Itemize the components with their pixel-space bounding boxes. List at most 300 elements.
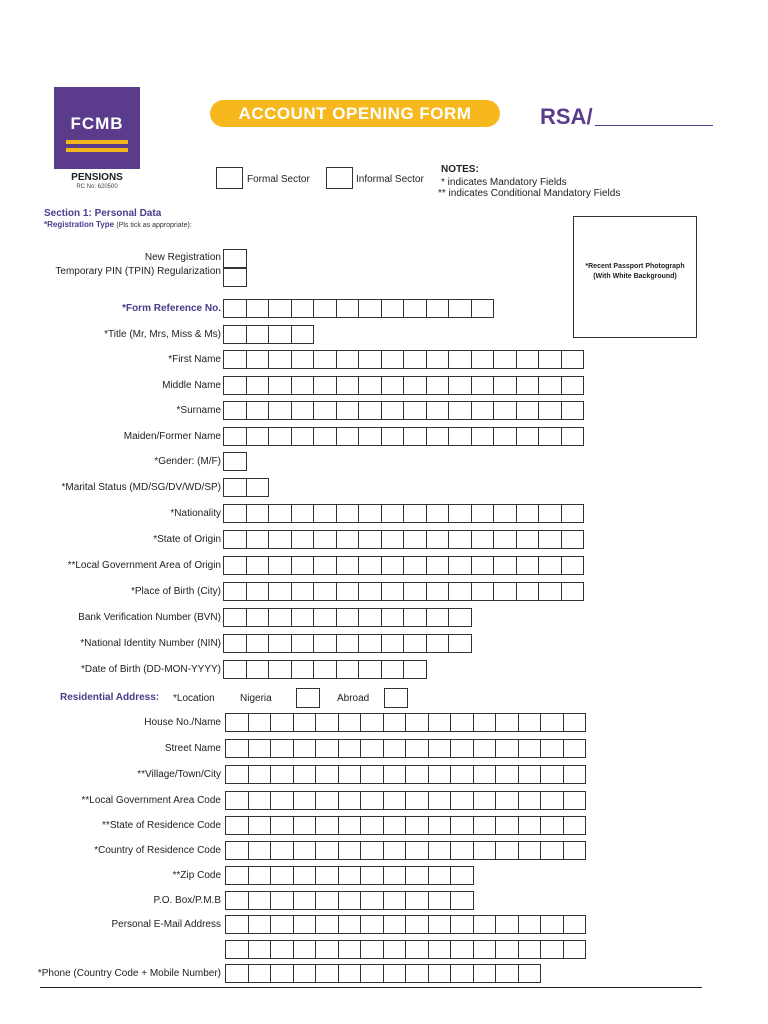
character-box[interactable] <box>383 739 407 758</box>
character-box[interactable] <box>313 582 337 601</box>
character-box[interactable] <box>336 634 360 653</box>
character-box[interactable] <box>223 452 247 471</box>
character-box[interactable] <box>336 299 360 318</box>
character-box[interactable] <box>405 964 429 983</box>
character-box[interactable] <box>248 915 272 934</box>
character-box[interactable] <box>516 427 540 446</box>
character-box[interactable] <box>383 964 407 983</box>
character-box[interactable] <box>381 376 405 395</box>
character-box[interactable] <box>268 582 292 601</box>
character-box[interactable] <box>315 816 339 835</box>
character-box[interactable] <box>493 376 517 395</box>
character-box[interactable] <box>291 376 315 395</box>
character-box[interactable] <box>540 841 564 860</box>
character-box[interactable] <box>358 504 382 523</box>
character-box[interactable] <box>223 504 247 523</box>
character-box[interactable] <box>293 816 317 835</box>
character-box[interactable] <box>291 325 315 344</box>
character-box[interactable] <box>516 582 540 601</box>
character-box[interactable] <box>313 376 337 395</box>
character-box[interactable] <box>270 964 294 983</box>
character-box[interactable] <box>428 915 452 934</box>
character-box[interactable] <box>383 791 407 810</box>
character-box[interactable] <box>493 556 517 575</box>
character-box[interactable] <box>561 504 585 523</box>
character-box[interactable] <box>426 504 450 523</box>
character-box[interactable] <box>313 660 337 679</box>
character-box[interactable] <box>473 915 497 934</box>
character-box[interactable] <box>291 530 315 549</box>
character-box[interactable] <box>291 427 315 446</box>
character-box[interactable] <box>473 765 497 784</box>
character-box[interactable] <box>561 556 585 575</box>
character-box[interactable] <box>358 556 382 575</box>
character-box[interactable] <box>538 530 562 549</box>
character-box[interactable] <box>291 504 315 523</box>
character-box[interactable] <box>405 713 429 732</box>
character-box[interactable] <box>495 915 519 934</box>
character-box[interactable] <box>268 556 292 575</box>
field-input-boxes[interactable] <box>225 816 585 835</box>
character-box[interactable] <box>381 660 405 679</box>
field-input-boxes[interactable] <box>223 478 268 497</box>
character-box[interactable] <box>516 530 540 549</box>
character-box[interactable] <box>246 582 270 601</box>
character-box[interactable] <box>381 556 405 575</box>
character-box[interactable] <box>381 634 405 653</box>
character-box[interactable] <box>313 299 337 318</box>
field-input-boxes[interactable] <box>225 891 473 910</box>
character-box[interactable] <box>405 765 429 784</box>
character-box[interactable] <box>405 891 429 910</box>
character-box[interactable] <box>338 791 362 810</box>
character-box[interactable] <box>403 582 427 601</box>
character-box[interactable] <box>360 739 384 758</box>
character-box[interactable] <box>225 816 249 835</box>
character-box[interactable] <box>246 299 270 318</box>
character-box[interactable] <box>338 765 362 784</box>
character-box[interactable] <box>358 427 382 446</box>
field-input-boxes[interactable] <box>225 791 585 810</box>
character-box[interactable] <box>383 866 407 885</box>
character-box[interactable] <box>293 915 317 934</box>
character-box[interactable] <box>518 713 542 732</box>
field-input-boxes[interactable] <box>223 634 471 653</box>
character-box[interactable] <box>225 841 249 860</box>
character-box[interactable] <box>428 866 452 885</box>
character-box[interactable] <box>293 713 317 732</box>
character-box[interactable] <box>538 582 562 601</box>
character-box[interactable] <box>405 841 429 860</box>
character-box[interactable] <box>223 478 247 497</box>
character-box[interactable] <box>313 350 337 369</box>
character-box[interactable] <box>248 866 272 885</box>
character-box[interactable] <box>403 660 427 679</box>
character-box[interactable] <box>448 299 472 318</box>
field-input-boxes[interactable] <box>223 325 313 344</box>
character-box[interactable] <box>493 350 517 369</box>
character-box[interactable] <box>495 791 519 810</box>
character-box[interactable] <box>518 765 542 784</box>
character-box[interactable] <box>336 530 360 549</box>
character-box[interactable] <box>538 401 562 420</box>
character-box[interactable] <box>563 841 587 860</box>
character-box[interactable] <box>270 765 294 784</box>
character-box[interactable] <box>223 299 247 318</box>
field-input-boxes[interactable] <box>223 299 493 318</box>
character-box[interactable] <box>450 765 474 784</box>
character-box[interactable] <box>493 427 517 446</box>
character-box[interactable] <box>495 739 519 758</box>
character-box[interactable] <box>225 791 249 810</box>
character-box[interactable] <box>358 530 382 549</box>
character-box[interactable] <box>291 582 315 601</box>
character-box[interactable] <box>225 713 249 732</box>
character-box[interactable] <box>450 841 474 860</box>
field-input-boxes[interactable] <box>225 915 585 934</box>
character-box[interactable] <box>293 791 317 810</box>
character-box[interactable] <box>336 350 360 369</box>
character-box[interactable] <box>426 401 450 420</box>
character-box[interactable] <box>246 401 270 420</box>
character-box[interactable] <box>270 713 294 732</box>
character-box[interactable] <box>561 427 585 446</box>
character-box[interactable] <box>426 299 450 318</box>
character-box[interactable] <box>538 556 562 575</box>
character-box[interactable] <box>315 713 339 732</box>
character-box[interactable] <box>518 791 542 810</box>
character-box[interactable] <box>291 634 315 653</box>
character-box[interactable] <box>270 841 294 860</box>
field-input-boxes[interactable] <box>223 530 583 549</box>
character-box[interactable] <box>268 350 292 369</box>
character-box[interactable] <box>360 791 384 810</box>
character-box[interactable] <box>516 401 540 420</box>
character-box[interactable] <box>450 713 474 732</box>
character-box[interactable] <box>450 866 474 885</box>
character-box[interactable] <box>516 504 540 523</box>
character-box[interactable] <box>358 350 382 369</box>
character-box[interactable] <box>270 915 294 934</box>
character-box[interactable] <box>248 739 272 758</box>
character-box[interactable] <box>381 350 405 369</box>
rsa-number-line[interactable] <box>595 125 713 126</box>
field-input-boxes[interactable] <box>223 376 583 395</box>
character-box[interactable] <box>223 582 247 601</box>
character-box[interactable] <box>495 816 519 835</box>
character-box[interactable] <box>561 401 585 420</box>
character-box[interactable] <box>315 940 339 959</box>
character-box[interactable] <box>246 660 270 679</box>
character-box[interactable] <box>358 376 382 395</box>
character-box[interactable] <box>338 866 362 885</box>
character-box[interactable] <box>360 713 384 732</box>
character-box[interactable] <box>471 299 495 318</box>
character-box[interactable] <box>563 765 587 784</box>
character-box[interactable] <box>403 530 427 549</box>
character-box[interactable] <box>336 401 360 420</box>
character-box[interactable] <box>428 713 452 732</box>
character-box[interactable] <box>358 299 382 318</box>
character-box[interactable] <box>270 866 294 885</box>
character-box[interactable] <box>450 791 474 810</box>
character-box[interactable] <box>315 915 339 934</box>
character-box[interactable] <box>473 791 497 810</box>
character-box[interactable] <box>223 608 247 627</box>
character-box[interactable] <box>248 891 272 910</box>
character-box[interactable] <box>268 504 292 523</box>
character-box[interactable] <box>225 765 249 784</box>
character-box[interactable] <box>315 866 339 885</box>
character-box[interactable] <box>338 891 362 910</box>
character-box[interactable] <box>268 634 292 653</box>
field-input-boxes[interactable] <box>223 582 583 601</box>
character-box[interactable] <box>540 713 564 732</box>
character-box[interactable] <box>358 582 382 601</box>
field-input-boxes[interactable] <box>225 866 473 885</box>
character-box[interactable] <box>563 940 587 959</box>
character-box[interactable] <box>381 299 405 318</box>
character-box[interactable] <box>381 608 405 627</box>
character-box[interactable] <box>450 816 474 835</box>
character-box[interactable] <box>360 891 384 910</box>
character-box[interactable] <box>246 504 270 523</box>
character-box[interactable] <box>518 816 542 835</box>
character-box[interactable] <box>538 504 562 523</box>
character-box[interactable] <box>518 940 542 959</box>
character-box[interactable] <box>495 964 519 983</box>
character-box[interactable] <box>293 891 317 910</box>
character-box[interactable] <box>428 791 452 810</box>
field-input-boxes[interactable] <box>225 713 585 732</box>
character-box[interactable] <box>268 427 292 446</box>
character-box[interactable] <box>448 608 472 627</box>
character-box[interactable] <box>383 713 407 732</box>
character-box[interactable] <box>223 634 247 653</box>
character-box[interactable] <box>383 765 407 784</box>
character-box[interactable] <box>248 713 272 732</box>
character-box[interactable] <box>428 841 452 860</box>
character-box[interactable] <box>381 504 405 523</box>
character-box[interactable] <box>403 376 427 395</box>
character-box[interactable] <box>473 964 497 983</box>
character-box[interactable] <box>495 765 519 784</box>
character-box[interactable] <box>293 765 317 784</box>
character-box[interactable] <box>268 325 292 344</box>
character-box[interactable] <box>428 964 452 983</box>
character-box[interactable] <box>448 401 472 420</box>
field-input-boxes[interactable] <box>225 765 585 784</box>
field-input-boxes[interactable] <box>223 660 426 679</box>
field-input-boxes[interactable] <box>225 940 585 959</box>
abroad-checkbox[interactable] <box>384 688 408 708</box>
character-box[interactable] <box>450 915 474 934</box>
character-box[interactable] <box>336 376 360 395</box>
character-box[interactable] <box>493 530 517 549</box>
character-box[interactable] <box>246 376 270 395</box>
character-box[interactable] <box>426 608 450 627</box>
character-box[interactable] <box>246 325 270 344</box>
passport-photo-box[interactable] <box>573 216 697 338</box>
character-box[interactable] <box>563 739 587 758</box>
character-box[interactable] <box>293 940 317 959</box>
character-box[interactable] <box>313 530 337 549</box>
character-box[interactable] <box>248 816 272 835</box>
character-box[interactable] <box>516 556 540 575</box>
character-box[interactable] <box>518 739 542 758</box>
character-box[interactable] <box>448 376 472 395</box>
character-box[interactable] <box>225 940 249 959</box>
character-box[interactable] <box>495 841 519 860</box>
character-box[interactable] <box>223 530 247 549</box>
character-box[interactable] <box>225 964 249 983</box>
character-box[interactable] <box>540 940 564 959</box>
character-box[interactable] <box>248 964 272 983</box>
character-box[interactable] <box>471 530 495 549</box>
character-box[interactable] <box>495 940 519 959</box>
field-input-boxes[interactable] <box>225 841 585 860</box>
character-box[interactable] <box>405 791 429 810</box>
character-box[interactable] <box>403 504 427 523</box>
character-box[interactable] <box>313 556 337 575</box>
character-box[interactable] <box>223 350 247 369</box>
character-box[interactable] <box>540 765 564 784</box>
character-box[interactable] <box>313 427 337 446</box>
character-box[interactable] <box>471 504 495 523</box>
character-box[interactable] <box>518 841 542 860</box>
character-box[interactable] <box>403 401 427 420</box>
character-box[interactable] <box>291 556 315 575</box>
field-input-boxes[interactable] <box>223 504 583 523</box>
character-box[interactable] <box>561 530 585 549</box>
character-box[interactable] <box>383 891 407 910</box>
character-box[interactable] <box>516 350 540 369</box>
character-box[interactable] <box>561 376 585 395</box>
character-box[interactable] <box>450 964 474 983</box>
character-box[interactable] <box>426 556 450 575</box>
character-box[interactable] <box>473 713 497 732</box>
character-box[interactable] <box>360 816 384 835</box>
character-box[interactable] <box>448 427 472 446</box>
character-box[interactable] <box>336 504 360 523</box>
character-box[interactable] <box>540 791 564 810</box>
character-box[interactable] <box>561 350 585 369</box>
character-box[interactable] <box>268 376 292 395</box>
character-box[interactable] <box>450 940 474 959</box>
character-box[interactable] <box>246 556 270 575</box>
character-box[interactable] <box>336 608 360 627</box>
character-box[interactable] <box>518 915 542 934</box>
character-box[interactable] <box>493 582 517 601</box>
character-box[interactable] <box>426 350 450 369</box>
character-box[interactable] <box>428 739 452 758</box>
character-box[interactable] <box>428 816 452 835</box>
character-box[interactable] <box>540 816 564 835</box>
character-box[interactable] <box>358 660 382 679</box>
character-box[interactable] <box>471 427 495 446</box>
character-box[interactable] <box>381 530 405 549</box>
character-box[interactable] <box>315 841 339 860</box>
character-box[interactable] <box>291 660 315 679</box>
character-box[interactable] <box>360 915 384 934</box>
character-box[interactable] <box>248 940 272 959</box>
character-box[interactable] <box>538 376 562 395</box>
character-box[interactable] <box>450 739 474 758</box>
character-box[interactable] <box>223 325 247 344</box>
character-box[interactable] <box>293 964 317 983</box>
character-box[interactable] <box>360 866 384 885</box>
character-box[interactable] <box>313 634 337 653</box>
field-input-boxes[interactable] <box>223 608 471 627</box>
character-box[interactable] <box>315 739 339 758</box>
character-box[interactable] <box>493 504 517 523</box>
character-box[interactable] <box>313 608 337 627</box>
character-box[interactable] <box>270 891 294 910</box>
character-box[interactable] <box>246 427 270 446</box>
character-box[interactable] <box>563 791 587 810</box>
character-box[interactable] <box>246 530 270 549</box>
character-box[interactable] <box>540 739 564 758</box>
character-box[interactable] <box>315 791 339 810</box>
new-registration-checkbox[interactable] <box>223 249 247 268</box>
character-box[interactable] <box>291 350 315 369</box>
character-box[interactable] <box>563 816 587 835</box>
formal-sector-checkbox[interactable] <box>216 167 243 189</box>
character-box[interactable] <box>403 556 427 575</box>
field-input-boxes[interactable] <box>223 556 583 575</box>
field-input-boxes[interactable] <box>223 452 246 471</box>
character-box[interactable] <box>223 660 247 679</box>
character-box[interactable] <box>270 791 294 810</box>
character-box[interactable] <box>473 739 497 758</box>
character-box[interactable] <box>426 427 450 446</box>
character-box[interactable] <box>360 964 384 983</box>
character-box[interactable] <box>248 765 272 784</box>
character-box[interactable] <box>538 427 562 446</box>
character-box[interactable] <box>403 299 427 318</box>
character-box[interactable] <box>246 350 270 369</box>
character-box[interactable] <box>471 376 495 395</box>
character-box[interactable] <box>448 556 472 575</box>
character-box[interactable] <box>428 765 452 784</box>
character-box[interactable] <box>383 915 407 934</box>
character-box[interactable] <box>360 940 384 959</box>
character-box[interactable] <box>448 530 472 549</box>
character-box[interactable] <box>313 401 337 420</box>
character-box[interactable] <box>291 299 315 318</box>
character-box[interactable] <box>315 765 339 784</box>
character-box[interactable] <box>561 582 585 601</box>
character-box[interactable] <box>473 816 497 835</box>
character-box[interactable] <box>223 427 247 446</box>
character-box[interactable] <box>358 608 382 627</box>
character-box[interactable] <box>293 841 317 860</box>
character-box[interactable] <box>450 891 474 910</box>
character-box[interactable] <box>313 504 337 523</box>
character-box[interactable] <box>293 866 317 885</box>
character-box[interactable] <box>225 915 249 934</box>
character-box[interactable] <box>315 891 339 910</box>
character-box[interactable] <box>405 739 429 758</box>
character-box[interactable] <box>493 401 517 420</box>
character-box[interactable] <box>563 713 587 732</box>
character-box[interactable] <box>426 530 450 549</box>
character-box[interactable] <box>518 964 542 983</box>
character-box[interactable] <box>538 350 562 369</box>
character-box[interactable] <box>291 608 315 627</box>
character-box[interactable] <box>338 739 362 758</box>
character-box[interactable] <box>338 816 362 835</box>
